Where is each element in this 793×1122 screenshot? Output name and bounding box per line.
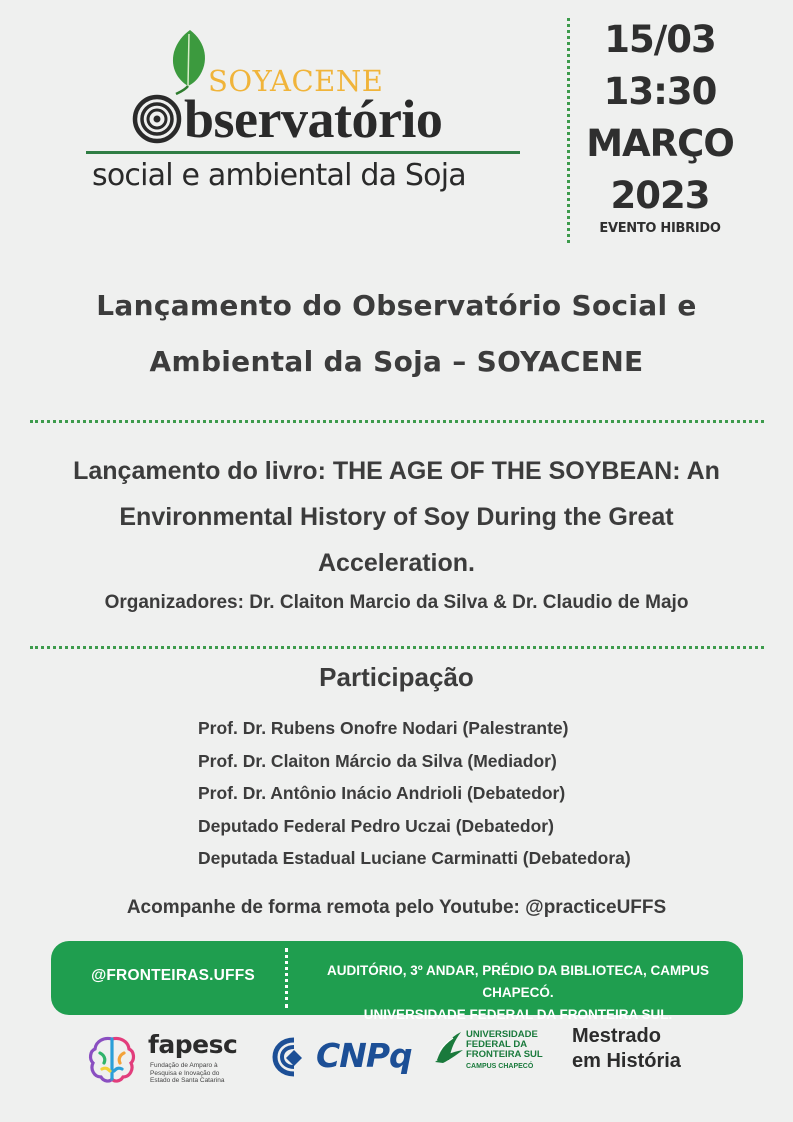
- brand-subtitle: social e ambiental da Soja: [92, 158, 466, 193]
- instagram-handle: @FRONTEIRAS.UFFS: [91, 967, 255, 984]
- mestrado-line2: em História: [572, 1050, 681, 1072]
- participant-item: Deputado Federal Pedro Uczai (Debatedor): [198, 815, 554, 836]
- book-line3: Acceleration.: [317, 549, 475, 577]
- event-type: EVENTO HIBRIDO: [599, 221, 721, 236]
- participants-list: [198, 712, 631, 875]
- event-year: 2023: [610, 174, 710, 217]
- main-title-line1: Lançamento do Observatório Social e: [96, 289, 697, 322]
- section-divider-1: [30, 420, 764, 423]
- youtube-info: Acompanhe de forma remota pelo Youtube: @practiceUFFS: [126, 897, 667, 918]
- mestrado-line1: Mestrado: [572, 1025, 661, 1047]
- uffs-line3: FRONTEIRA SUL: [466, 1049, 543, 1060]
- book-line1: Lançamento do livro: THE AGE OF THE SOYBEAN: An: [73, 457, 720, 485]
- uffs-line1: UNIVERSIDADE: [466, 1029, 538, 1040]
- cnpq-logo-icon: [272, 1036, 316, 1078]
- participation-heading: Participação: [319, 662, 474, 692]
- participant-item: Prof. Dr. Claiton Márcio da Silva (Mediador): [198, 750, 557, 771]
- event-time: 13:30: [603, 70, 717, 113]
- cnpq-logo-text: CNPq: [316, 1036, 412, 1075]
- brand-soyacene: SOYACENE: [208, 64, 384, 98]
- participant-item: Deputada Estadual Luciane Carminatti (Debatedora): [198, 848, 631, 868]
- uffs-logo-icon: [433, 1030, 465, 1064]
- event-date: 15/03: [604, 18, 716, 61]
- mestrado-historia-logo: [572, 1024, 681, 1074]
- event-month: MARÇO: [586, 122, 734, 165]
- header-divider: [567, 18, 570, 243]
- leaf-icon: [168, 28, 212, 96]
- uffs-logo-text: [466, 1030, 556, 1060]
- fapesc-brain-icon: [86, 1033, 138, 1085]
- fapesc-subtitle: Fundação de Amparo à Pesquisa e Inovação do Estado de Santa Catarina: [150, 1062, 225, 1084]
- brand-title: [132, 89, 443, 149]
- brand-title-text: bservatório: [184, 89, 443, 149]
- book-launch-title: [70, 448, 723, 586]
- event-date-block: [580, 14, 740, 238]
- book-line2: Environmental History of Soy During the Great: [119, 503, 674, 531]
- observatorio-logo: [80, 28, 530, 203]
- uffs-line2: FEDERAL DA: [466, 1039, 528, 1050]
- logo-underline: [86, 151, 520, 154]
- fapesc-logo-text: fapesc: [148, 1030, 238, 1059]
- participant-item: Prof. Dr. Rubens Onofre Nodari (Palestrante): [198, 718, 569, 738]
- participant-item: Prof. Dr. Antônio Inácio Andrioli (Debatedor): [198, 783, 566, 803]
- main-title-line2: Ambiental da Soja – SOYACENE: [149, 345, 644, 378]
- book-organizers: Organizadores: Dr. Claiton Marcio da Silva & Dr. Claudio de Majo: [104, 592, 689, 613]
- uffs-campus: CAMPUS CHAPECÓ: [466, 1063, 534, 1070]
- info-bar-divider: [285, 948, 288, 1008]
- event-location: [293, 960, 743, 1026]
- location-line1: AUDITÓRIO, 3º ANDAR, PRÉDIO DA BIBLIOTECA, CAMPUS CHAPECÓ.: [327, 963, 709, 1000]
- section-divider-2: [30, 646, 764, 649]
- spiral-o-icon: [132, 94, 182, 144]
- location-line2: UNIVERSIDADE FEDERAL DA FRONTEIRA SUL.: [363, 1007, 673, 1022]
- main-title: [30, 278, 763, 390]
